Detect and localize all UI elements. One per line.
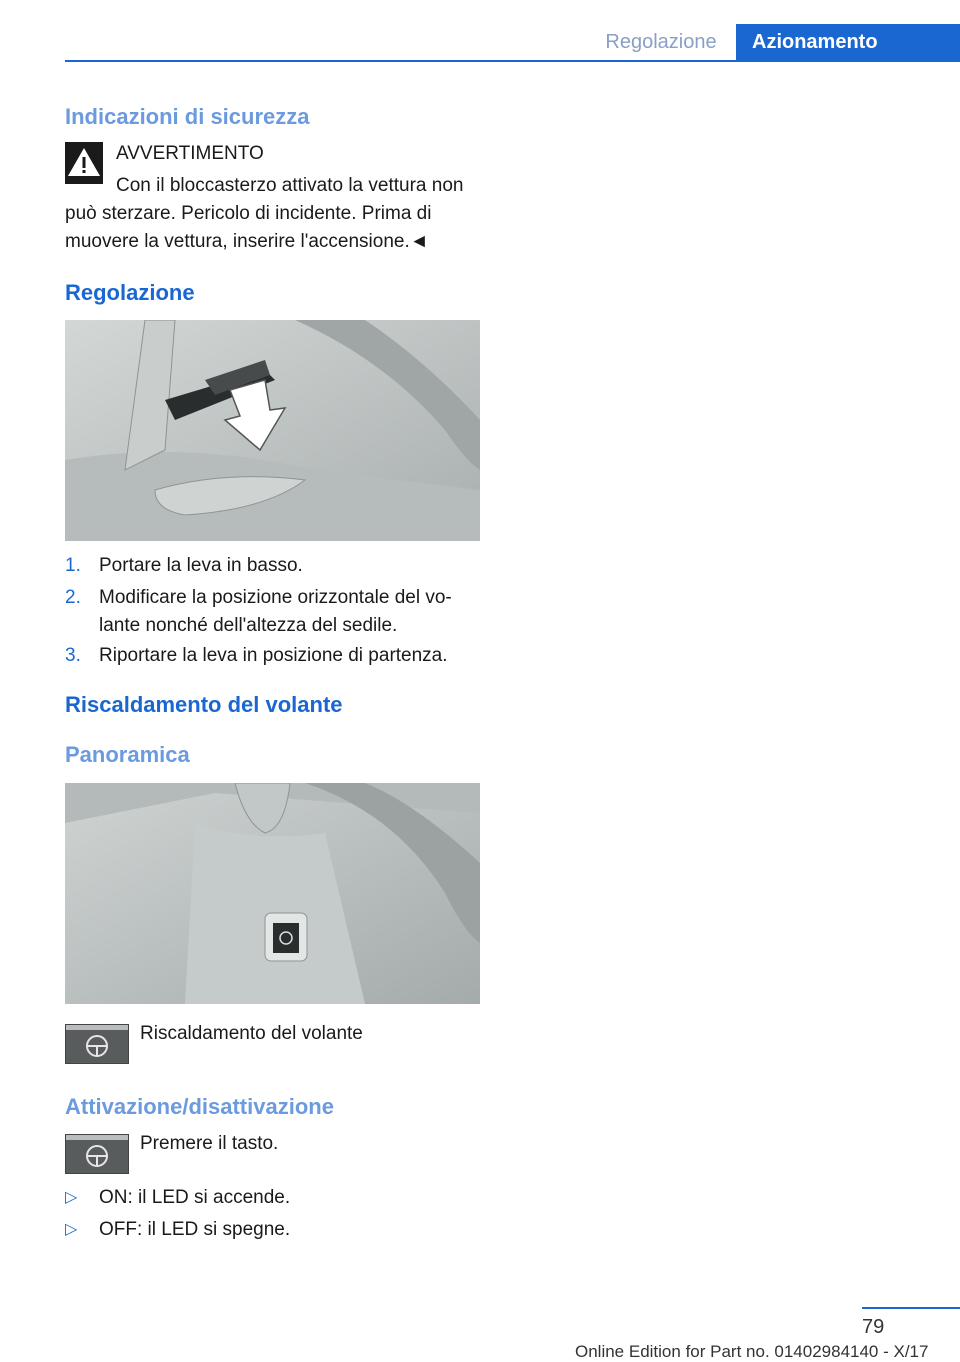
bullet-marker-icon: ▷ <box>65 1221 78 1238</box>
panoramica-heading: Panoramica <box>65 742 190 767</box>
step-number: 2. <box>65 587 81 608</box>
step-text-continued: lante nonché dell'altezza del sedile. <box>99 615 398 636</box>
bullet-marker-icon: ▷ <box>65 1189 78 1206</box>
steering-heating-photo <box>65 783 480 1004</box>
edition-text: Online Edition for Part no. 01402984140 - X/17 <box>575 1342 929 1361</box>
step-text: Riportare la leva in posizione di partenza. <box>99 645 448 666</box>
page-number: 79 <box>862 1316 885 1338</box>
warning-text-line3: muovere la vettura, inserire l'accensione.◄ <box>65 231 429 252</box>
warning-text-line1: Con il bloccasterzo attivato la vettura non <box>116 175 464 196</box>
footer-rule <box>862 1307 960 1309</box>
bullet-off: OFF: il LED si spegne. <box>99 1219 291 1240</box>
warning-icon <box>65 142 103 184</box>
step-text: Portare la leva in basso. <box>99 555 303 576</box>
steering-heating-button-icon <box>65 1134 129 1174</box>
header-tab-regolazione[interactable]: Regolazione <box>605 31 717 53</box>
step-number: 3. <box>65 645 81 666</box>
button-caption: Riscaldamento del volante <box>140 1023 363 1044</box>
step-number: 1. <box>65 555 81 576</box>
step-text: Modificare la posizione orizzontale del vo‐ <box>99 587 452 608</box>
header-rule <box>65 60 960 62</box>
press-instruction: Premere il tasto. <box>140 1133 279 1154</box>
riscaldamento-heading: Riscaldamento del volante <box>65 692 343 717</box>
safety-heading: Indicazioni di sicurezza <box>65 104 310 129</box>
header-tab-azionamento[interactable]: Azionamento <box>736 24 960 60</box>
warning-text-line2: può sterzare. Pericolo di incidente. Prima di <box>65 203 432 224</box>
bullet-on: ON: il LED si accende. <box>99 1187 291 1208</box>
regolazione-heading: Regolazione <box>65 280 195 305</box>
steering-heating-button-icon <box>65 1024 129 1064</box>
steering-lever-photo <box>65 320 480 541</box>
attivazione-heading: Attivazione/disattivazione <box>65 1094 334 1119</box>
warning-title: AVVERTIMENTO <box>116 143 264 164</box>
